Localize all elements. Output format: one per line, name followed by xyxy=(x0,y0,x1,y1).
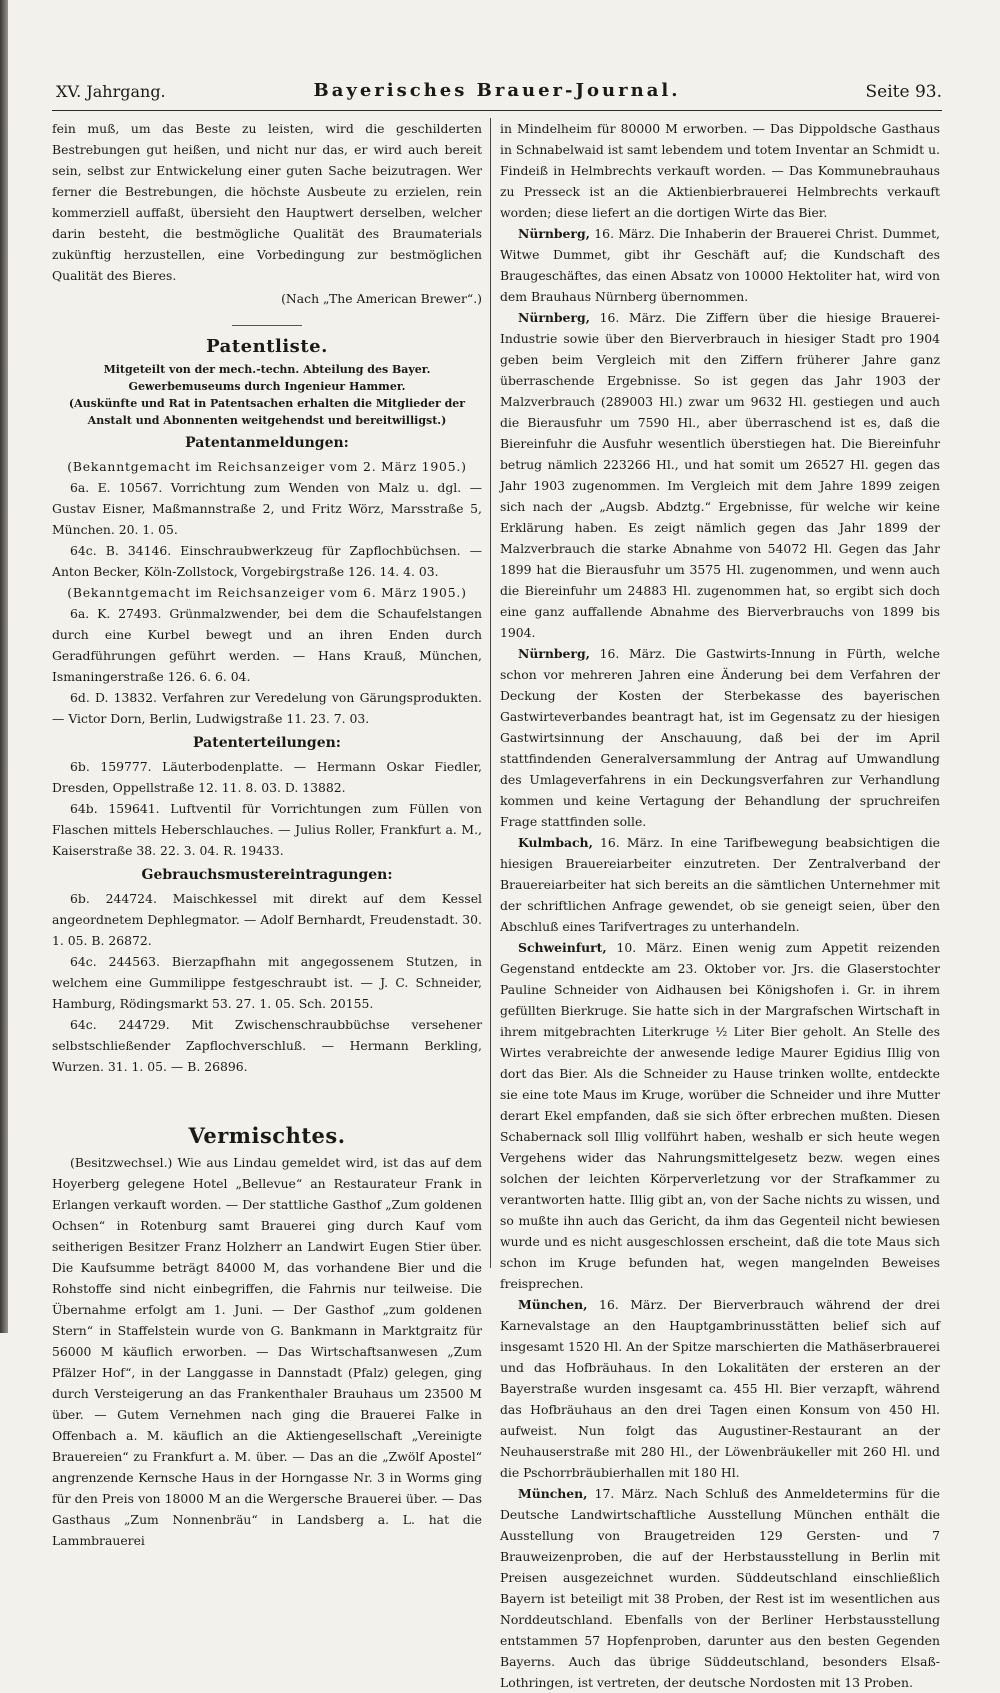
dateline-city: Kulmbach, xyxy=(518,835,593,850)
news-text: 16. März. Die Gastwirts-Innung in Fürth, welche schon vor mehreren Jahren eine Änderung bei dem Verfahren der Deckung der Kosten der Sterbekasse des bayerischen Gastwirteverbandes beantragt hat, ist im Gegensatz zu der hiesigen Gastwirtsinnung der Anschauung, daß bei der im April stattfindenden Generalversammlung der Antrag auf Umwandlung des Umlageverfahrens in ein Deckungsverfahren zur Verhandlung kommen und keine Vertagung der Behandlung der spruchreifen Frage stattfinden solle. xyxy=(500,646,940,829)
news-text: 16. März. In eine Tarifbewegung beabsichtigen die hiesigen Brauereiarbeiter einzutreten. Der Zentralverband der Brauereiarbeiter hat sich bereits an die sämtlichen Unternehmer mit der schriftlichen Anfrage gewendet, ob sie geneigt seien, über den Abschluß eines Tarifvertrages zu unterhandeln. xyxy=(500,835,940,934)
news-item-nuernberg-2 xyxy=(500,307,940,643)
news-item-nuernberg-1 xyxy=(500,223,940,307)
news-text: 16. März. Die Inhaberin der Brauerei Christ. Dummet, Witwe Dummet, gibt ihr Geschäft auf; die Kundschaft des Braugeschäftes, das einen Absatz von 10000 Hektoliter hat, wird von dem Brauhaus Nürnberg übernommen. xyxy=(500,226,940,304)
column-divider xyxy=(490,118,491,1268)
scan-edge xyxy=(0,0,8,1333)
patent-note-info: (Auskünfte und Rat in Patentsachen erhalten die Mitglieder der Anstalt und Abonnenten weitgehendst und bereitwilligst.) xyxy=(68,397,466,427)
patent-applications-heading: Patentanmeldungen: xyxy=(185,435,349,451)
intro-paragraph: fein muß, um das Beste zu leisten, wird die geschilderten Bestrebungen gut heißen, und nicht nur das, er wird auch bereit sein, selbst zur Entwickelung einer guten Sache beizutragen. Wer ferner die Bestrebungen, die höchste Ausbeute zu erzielen, rein kommerziell auffaßt, übersieht den Hauptwert derselben, welcher darin besteht, die bestmögliche Qualität des Braumaterials zukünftig herzustellen, eine Vorbedingung zur bestmöglichen Qualität des Bieres. xyxy=(52,121,482,283)
patent-note: Mitgeteilt von der mech.-techn. Abteilung des Bayer. Gewerbemuseums durch Ingenieur Hammer. xyxy=(103,363,431,393)
news-text: 16. März. Die Ziffern über die hiesige Brauerei-Industrie sowie über den Bierverbrauch in hiesiger Stadt pro 1904 geben beim Vergleich mit den Ziffern früherer Jahre ganz überraschende Ergebnisse. So ist gegen das Jahr 1903 der Malzverbrauch (289003 Hl.) zwar um 9632 Hl. gestiegen und auch die Bierausfuhr um 7590 Hl., aber überraschend ist es, daß die Biereinfuhr die Ausfuhr wesentlich überstiegen hat. Die Biereinfuhr betrug nämlich 223266 Hl., und hat somit um 26527 Hl. gegen das Jahr 1903 zugenommen. Im Vergleich mit dem Jahre 1899 zeigen sich nach der „Augsb. Abdztg.“ Ergebnisse, für welche wir keine Erklärung haben. Es zeigt nämlich gegen das Jahr 1899 der Malzverbrauch die starke Abnahme von 54072 Hl. Gegen das Jahr 1899 hat die Bierausfuhr um 3575 Hl. zugenommen, und wenn auch die Biereinfuhr um 24883 Hl. zugenommen hat, so ergibt sich doch eine ganz auffallende Abnahme des Bierverbrauchs von 1899 bis 1904. xyxy=(500,310,940,640)
dateline-city: Nürnberg, xyxy=(518,310,590,325)
dateline-city: Nürnberg, xyxy=(518,646,590,661)
miscellaneous-paragraph: (Besitzwechsel.) Wie aus Lindau gemeldet wird, ist das auf dem Hoyerberg gelegene Hotel „Bellevue“ an Restaurateur Frank in Erlangen verkauft worden. — Der stattliche Gasthof „Zum goldenen Ochsen“ in Rotenburg samt Brauerei ging durch Kauf vom seitherigen Besitzer Franz Holzherr an Landwirt Eugen Stier über. Die Kaufsumme beträgt 84000 M, das vorhandene Bier und die Rohstoffe sind nicht einbegriffen, die Fahrnis nur teilweise. Die Übernahme erfolgt am 1. Juni. — Der Gasthof „zum goldenen Stern“ in Staffelstein wurde von G. Bankmann in Marktgraitz für 56000 M käuflich erworben. — Das Wirtschaftsanwesen „Zum Pfälzer Hof“, in der Langgasse in Dannstadt (Pfalz) gelegen, ging durch Versteigerung an das Frankenthaler Brauhaus um 23500 M über. — Gutem Vernehmen nach ging die Brauerei Falke in Offenbach a. M. käuflich an die Aktiengesellschaft „Vereinigte Brauereien“ zu Frankfurt a. M. über. — Das an die „Zwölf Apostel“ angrenzende Kernsche Haus in der Horngasse Nr. 3 in Worms ging für den Preis von 18000 M an die Wergersche Brauerei über. — Das Gasthaus „Zum Nonnenbräu“ in Landsberg a. L. hat die Lammbrauerei xyxy=(52,1155,482,1548)
announcement-note: (Bekanntgemacht im Reichsanzeiger vom 6. März 1905.) xyxy=(67,585,467,600)
patent-entry: 6b. 244724. Maischkessel mit direkt auf dem Kessel angeordnetem Dephlegmator. — Adolf Bernhardt, Freudenstadt. 30. 1. 05. B. 26872. xyxy=(52,891,482,948)
dateline-city: Nürnberg, xyxy=(518,226,590,241)
page-header xyxy=(52,80,942,111)
dateline-city: München, xyxy=(518,1297,588,1312)
patent-entry: 6a. E. 10567. Vorrichtung zum Wenden von Malz u. dgl. — Gustav Eisner, Maßmannstraße 2, und Fritz Wörz, Marsstraße 5, München. 20. 1. 05. xyxy=(52,480,482,537)
section-rule xyxy=(232,325,302,326)
announcement-note: (Bekanntgemacht im Reichsanzeiger vom 2. März 1905.) xyxy=(67,459,467,474)
patent-entry: 64c. B. 34146. Einschraubwerkzeug für Zapflochbüchsen. — Anton Becker, Köln-Zollstock, Vorgebirgstraße 126. 14. 4. 03. xyxy=(52,543,482,579)
dateline-city: München, xyxy=(518,1486,588,1501)
news-item-muenchen-2 xyxy=(500,1483,940,1693)
news-item-nuernberg-3 xyxy=(500,643,940,832)
patent-grants-heading: Patenterteilungen: xyxy=(193,735,341,751)
patent-entry: 64c. 244563. Bierzapfhahn mit angegossenem Stutzen, in welchem eine Gummilippe festgeschraubt ist. — J. C. Schneider, Hamburg, Rödingsmarkt 53. 27. 1. 05. Sch. 20155. xyxy=(52,954,482,1011)
patent-list-title: Patentliste. xyxy=(206,336,328,357)
dateline-city: Schweinfurt, xyxy=(518,940,607,955)
patent-entry: 6b. 159777. Läuterbodenplatte. — Hermann Oskar Fiedler, Dresden, Oppellstraße 12. 11. 8. 03. D. 13882. xyxy=(52,759,482,795)
patent-entry: 64b. 159641. Luftventil für Vorrichtungen zum Füllen von Flaschen mittels Heberschlauches. — Julius Roller, Frankfurt a. M., Kaiserstraße 38. 22. 3. 04. R. 19433. xyxy=(52,801,482,858)
patent-entry: 6d. D. 13832. Verfahren zur Veredelung von Gärungsprodukten. — Victor Dorn, Berlin, Ludwigstraße 11. 23. 7. 03. xyxy=(52,690,482,726)
journal-title: Bayerisches Brauer-Journal. xyxy=(313,80,681,101)
news-item-muenchen-1 xyxy=(500,1294,940,1483)
news-item-kulmbach xyxy=(500,832,940,937)
utility-models-heading: Gebrauchsmustereintragungen: xyxy=(141,867,393,883)
left-column xyxy=(52,118,482,1551)
continued-paragraph: in Mindelheim für 80000 M erworben. — Das Dippoldsche Gasthaus in Schnabelwaid ist samt lebendem und totem Inventar an Schmidt u. Findeiß in Helmbrechts verkauft worden. — Das Kommunebrauhaus zu Presseck ist an die Aktienbierbrauerei Helmbrechts verkauft worden; diese liefert an die dortigen Wirte das Bier. xyxy=(500,121,940,220)
patent-entry: 64c. 244729. Mit Zwischenschraubbüchse versehener selbstschließender Zapflochverschluß. — Hermann Berkling, Wurzen. 31. 1. 05. — B. 26896. xyxy=(52,1017,482,1074)
news-item-schweinfurt xyxy=(500,937,940,1294)
patent-entry: 6a. K. 27493. Grünmalzwender, bei dem die Schaufelstangen durch eine Kurbel bewegt und an ihren Enden durch Geradführungen geführt werden. — Hans Krauß, München, Ismaningerstraße 126. 6. 6. 04. xyxy=(52,606,482,684)
page-number: Seite 93. xyxy=(865,82,942,102)
right-column xyxy=(500,118,940,1693)
news-text: 16. März. Der Bierverbrauch während der drei Karnevalstage an den Hauptgambrinusstätten belief sich auf insgesamt 1520 Hl. An der Spitze marschierten die Mathäserbrauerei und das Hofbräuhaus. In den Lokalitäten der ersteren an der Bayerstraße wurden insgesamt ca. 455 Hl. Bier verzapft, während das Hofbräuhaus an den drei Tagen einen Konsum von 450 Hl. aufweist. Nun folgt das Augustiner-Restaurant an der Neuhauserstraße mit 280 Hl., der Löwenbräukeller mit 260 Hl. und die Pschorrbräubierhallen mit 180 Hl. xyxy=(500,1297,941,1480)
news-text: 17. März. Nach Schluß des Anmeldetermins für die Deutsche Landwirtschaftliche Ausstellung München enthält die Ausstellung von Braugetreiden 129 Gersten- und 7 Brauweizenproben, die auf der Herbstausstellung in Berlin mit Preisen ausgezeichnet wurden. Süddeutschland einschließlich Bayern ist beteiligt mit 38 Proben, der Rest ist im wesentlichen aus Norddeutschland. Ebenfalls von der Berliner Herbstausstellung entstammen 57 Hopfenproben, darunter aus den besten Gegenden Bayerns. Auch das übrige Süddeutschland, besonders Elsaß-Lothringen, ist vertreten, der deutsche Nordosten mit 13 Proben. xyxy=(500,1486,940,1690)
volume-label: XV. Jahrgang. xyxy=(56,82,166,101)
news-text: 10. März. Einen wenig zum Appetit reizenden Gegenstand entdeckte am 23. Oktober vor. Jrs. die Glaserstochter Pauline Schneider von Aidhausen bei Königshofen i. Gr. in ihrem gefüllten Bierkruge. Sie hatte sich in der Margrafschen Wirtschaft in ihrem mitgebrachten Literkruge ½ Liter Bier geholt. An Stelle des Wirtes verabreichte der anwesende ledige Maurer Egidius Illig von dort das Bier. Als die Schneider zu Hause trinken wollte, entdeckte sie eine tote Maus im Kruge, worüber die Schneider und ihre Mutter derart Ekel empfanden, daß sie sich öfter erbrechen mußten. Diesen Schabernack soll Illig vollführt haben, weshalb er sich heute wegen Vergehens wider das Nahrungsmittelgesetz bezw. wegen eines solchen der leichten Körperverletzung vor der Strafkammer zu verantworten hatte. Illig gibt an, von der Sache nichts zu wissen, und so mußte ihn auch das Gericht, da ihm das Gegenteil nicht bewiesen wurde und es nicht ausgeschlossen erscheint, daß die tote Maus sich schon im Kruge befunden hat, wegen mangelnden Beweises freisprechen. xyxy=(500,940,940,1291)
miscellaneous-title: Vermischtes. xyxy=(188,1123,346,1148)
source-citation: (Nach „The American Brewer“.) xyxy=(281,291,482,306)
